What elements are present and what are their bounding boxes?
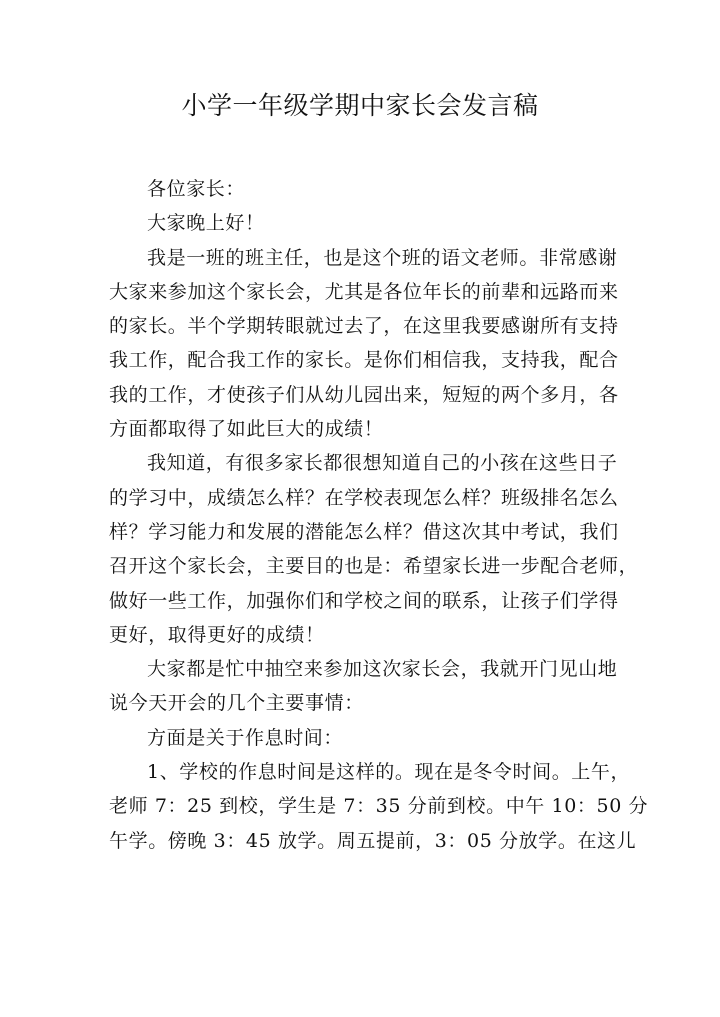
body-line: 方面都取得了如此巨大的成绩！ xyxy=(109,418,384,441)
body-line: 1、学校的作息时间是这样的。现在是冬令时间。上午， xyxy=(147,761,631,784)
body-line: 大家来参加这个家长会，尤其是各位年长的前辈和远路而来 xyxy=(109,280,619,303)
body-line: 我的工作，才使孩子们从幼儿园出来，短短的两个多月，各 xyxy=(109,383,619,406)
body-line: 样？学习能力和发展的潜能怎么样？借这次其中考试，我们 xyxy=(109,520,619,543)
body-line: 的学习中，成绩怎么样？在学校表现怎么样？班级排名怎么 xyxy=(109,486,619,509)
body-line: 我是一班的班主任，也是这个班的语文老师。非常感谢 xyxy=(147,246,618,269)
body-line: 召开这个家长会，主要目的也是：希望家长进一步配合老师， xyxy=(109,555,639,578)
body-line: 午学。傍晚 3：45 放学。周五提前，3：05 分放学。在这儿 xyxy=(109,829,637,852)
body-line: 大家都是忙中抽空来参加这次家长会，我就开门见山地 xyxy=(147,658,618,681)
document-body xyxy=(109,172,649,858)
body-line: 大家晚上好！ xyxy=(147,212,265,235)
body-line: 做好一些工作，加强你们和学校之间的联系，让孩子们学得 xyxy=(109,589,619,612)
body-line: 说今天开会的几个主要事情： xyxy=(109,692,364,715)
body-line: 我知道，有很多家长都很想知道自己的小孩在这些日子 xyxy=(147,452,618,475)
body-line: 方面是关于作息时间： xyxy=(147,726,344,749)
document-title: 小学一年级学期中家长会发言稿 xyxy=(181,91,539,120)
body-line: 的家长。半个学期转眼就过去了，在这里我要感谢所有支持 xyxy=(109,315,619,338)
body-line: 老师 7：25 到校，学生是 7：35 分前到校。中午 10：50 分 xyxy=(109,795,649,818)
body-line: 我工作，配合我工作的家长。是你们相信我，支持我，配合 xyxy=(109,349,619,372)
body-line: 各位家长： xyxy=(147,178,246,200)
body-line: 更好，取得更好的成绩！ xyxy=(109,623,325,646)
